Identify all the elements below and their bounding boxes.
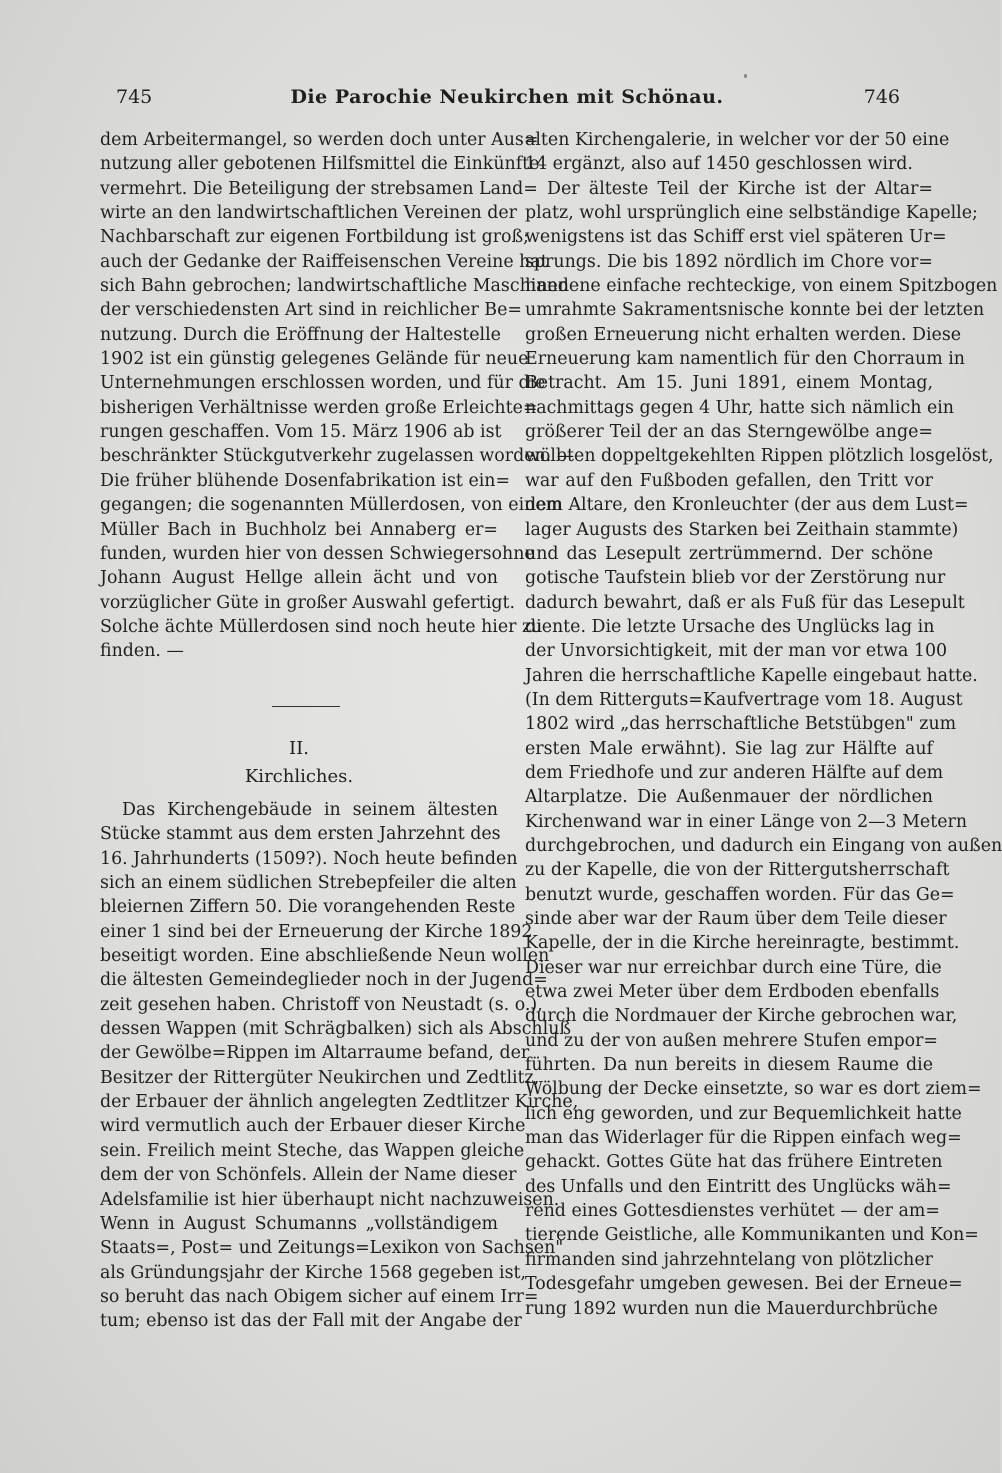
text-line: Todesgefahr umgeben gewesen. Bei der Erneue= xyxy=(525,1274,963,1295)
text-line: gegangen; die sogenannten Müllerdosen, von einem xyxy=(100,495,563,516)
text-line: Jahren die herrschaftliche Kapelle eingebaut hatte. xyxy=(525,665,978,686)
text-line: auch der Gedanke der Raiffeisenschen Vereine hat xyxy=(100,251,548,272)
text-line: dessen Wappen (mit Schrägbalken) sich als Abschluß xyxy=(100,1019,572,1040)
text-line: lich eng geworden, und zur Bequemlichkeit hatte xyxy=(525,1103,962,1124)
text-line: durch die Nordmauer der Kirche gebrochen war, xyxy=(525,1006,958,1027)
text-line: führten. Da nun bereits in diesem Raume die xyxy=(525,1055,933,1076)
text-line: zeit gesehen haben. Christoff von Neustadt (s. o.), xyxy=(100,994,543,1015)
text-line: man das Widerlager für die Rippen einfach weg= xyxy=(525,1128,962,1149)
text-line: 1902 ist ein günstig gelegenes Gelände für neue xyxy=(100,349,529,370)
text-line: tum; ebenso ist das der Fall mit der Angabe der xyxy=(100,1311,522,1332)
text-line: und das Lesepult zertrümmernd. Der schöne xyxy=(525,543,933,564)
text-line: dem Arbeitermangel, so werden doch unter Aus= xyxy=(100,130,539,150)
text-line: Der älteste Teil der Kirche ist der Altar= xyxy=(547,178,933,199)
text-line: tierende Geistliche, alle Kommunikanten und Kon= xyxy=(525,1225,979,1246)
text-line: funden, wurden hier von dessen Schwiegersohne xyxy=(100,543,535,564)
text-line: zu der Kapelle, die von der Rittergutsherrschaft xyxy=(525,860,950,881)
text-line: Solche ächte Müllerdosen sind noch heute hier zu xyxy=(100,616,543,637)
text-line: handene einfache rechteckige, von einem Spitzbogen xyxy=(525,276,998,297)
section-heading: Kirchliches. xyxy=(244,766,354,787)
text-line: sein. Freilich meint Steche, das Wappen gleiche xyxy=(100,1140,525,1161)
text-line: beschränkter Stückgutverkehr zugelassen worden. — xyxy=(100,446,575,467)
text-line: Das Kirchengebäude in seinem ältesten xyxy=(122,800,498,820)
page-number-right: 746 xyxy=(863,86,900,108)
text-line: beseitigt worden. Eine abschließende Neun wollen xyxy=(100,946,550,967)
text-line: größerer Teil der an das Sterngewölbe ange= xyxy=(525,422,933,443)
section-divider-rule xyxy=(272,706,340,707)
text-line: dem der von Schönfels. Allein der Name dieser xyxy=(100,1165,517,1186)
text-line: 1802 wird „das herrschaftliche Betstübgen" zum xyxy=(525,714,957,735)
text-line: nachmittags gegen 4 Uhr, hatte sich nämlich ein xyxy=(525,397,954,418)
text-line: sich an einem südlichen Strebepfeiler die alten xyxy=(100,873,517,894)
text-line: Die früher blühende Dosenfabrikation ist ein= xyxy=(100,470,511,491)
running-header xyxy=(108,86,906,116)
text-line: war auf den Fußboden gefallen, den Tritt vor xyxy=(525,470,933,491)
text-line: 14 ergänzt, also auf 1450 geschlossen wird. xyxy=(525,154,913,175)
text-line: sinde aber war der Raum über dem Teile dieser xyxy=(525,909,947,929)
text-line: wenigstens ist das Schiff erst viel späteren Ur= xyxy=(525,227,947,248)
text-line: 16. Jahrhunderts (1509?). Noch heute befinden xyxy=(100,848,518,869)
paper-speck xyxy=(744,74,747,78)
text-line: Besitzer der Rittergüter Neukirchen und Zedtlitz, xyxy=(100,1067,540,1088)
text-line: Staats=, Post= und Zeitungs=Lexikon von Sachsen" xyxy=(100,1238,564,1259)
text-line: benutzt wurde, geschaffen worden. Für das Ge= xyxy=(525,884,955,905)
text-line: Unternehmungen erschlossen worden, und für die xyxy=(100,373,546,394)
right-column-text xyxy=(525,128,1002,1321)
text-line: wird vermutlich auch der Erbauer dieser Kirche xyxy=(100,1116,526,1137)
text-line: rend eines Gottesdienstes verhütet — der am= xyxy=(525,1201,940,1222)
text-line: firmanden sind jahrzehntelang von plötzlicher xyxy=(525,1249,933,1270)
text-line: alten Kirchengalerie, in welcher vor der 50 eine xyxy=(525,130,950,150)
left-column-bottom-text xyxy=(100,798,579,1334)
text-line: Kapelle, der in die Kirche hereinragte, bestimmt. xyxy=(525,933,960,954)
text-line: rungen geschaffen. Vom 15. März 1906 ab ist xyxy=(100,422,502,443)
text-line: Betracht. Am 15. Juni 1891, einem Montag, xyxy=(525,373,933,394)
text-line: nutzung. Durch die Eröffnung der Haltestelle xyxy=(100,324,501,345)
text-line: dadurch bewahrt, daß er als Fuß für das Lesepult xyxy=(525,592,965,613)
text-line: Kirchenwand war in einer Länge von 2—3 Metern xyxy=(525,811,968,832)
text-line: einer 1 sind bei der Erneuerung der Kirche 1892 xyxy=(100,921,533,942)
running-title: Die Parochie Neukirchen mit Schönau. xyxy=(290,86,724,108)
text-line: wirte an den landwirtschaftlichen Vereinen der xyxy=(100,203,517,224)
text-line: umrahmte Sakramentsnische konnte bei der letzten xyxy=(525,300,985,321)
text-line: platz, wohl ursprünglich eine selbständige Kapelle; xyxy=(525,203,978,224)
text-line: Wölbung der Decke einsetzte, so war es dort ziem= xyxy=(525,1079,982,1100)
text-line: der verschiedensten Art sind in reichlicher Be= xyxy=(100,300,522,321)
text-line: vorzüglicher Güte in großer Auswahl gefertigt. xyxy=(100,592,516,613)
text-line: gotische Taufstein blieb vor der Zerstörung nur xyxy=(525,568,946,589)
text-line: Wenn in August Schumanns „vollständigem xyxy=(100,1213,498,1234)
text-line: nutzung aller gebotenen Hilfsmittel die Einkünfte xyxy=(100,154,540,175)
page-number-left: 745 xyxy=(116,86,153,108)
text-line: des Unfalls und den Eintritt des Unglücks wäh= xyxy=(525,1176,952,1197)
text-line: Nachbarschaft zur eigenen Fortbildung ist groß; xyxy=(100,227,529,248)
text-line: als Gründungsjahr der Kirche 1568 gegeben ist, xyxy=(100,1262,527,1283)
text-line: Altarplatze. Die Außenmauer der nördlichen xyxy=(525,787,933,808)
text-line: dem Friedhofe und zur anderen Hälfte auf dem xyxy=(525,762,944,783)
text-line: rung 1892 wurden nun die Mauerdurchbrüche xyxy=(525,1298,938,1319)
text-line: Müller Bach in Buchholz bei Annaberg er= xyxy=(100,519,498,540)
text-line: wölbten doppeltgekehlten Rippen plötzlich losgelöst, xyxy=(525,446,994,467)
text-line: die ältesten Gemeindeglieder noch in der Jugend= xyxy=(100,970,548,991)
text-line: großen Erneuerung nicht erhalten werden. Diese xyxy=(525,324,962,345)
text-line: durchgebrochen, und dadurch ein Eingang von außen xyxy=(525,835,1002,856)
text-line: sprungs. Die bis 1892 nördlich im Chore vor= xyxy=(525,251,933,272)
text-line: ersten Male erwähnt). Sie lag zur Hälfte auf xyxy=(525,738,933,759)
section-number: II. xyxy=(289,738,309,759)
text-line: bleiernen Ziffern 50. Die vorangehenden Reste xyxy=(100,897,516,918)
left-column-top-text xyxy=(100,128,575,664)
text-line: sich Bahn gebrochen; landwirtschaftliche Maschinen xyxy=(100,276,570,297)
text-line: vermehrt. Die Beteiligung der strebsamen Land= xyxy=(100,178,538,199)
text-line: Adelsfamilie ist hier überhaupt nicht nachzuweisen. xyxy=(100,1189,560,1210)
text-line: und zu der von außen mehrere Stufen empor= xyxy=(525,1030,938,1051)
text-line: Stücke stammt aus dem ersten Jahrzehnt des xyxy=(100,824,501,845)
text-line: der Unvorsichtigkeit, mit der man vor etwa 100 xyxy=(525,641,948,662)
text-line: der Gewölbe=Rippen im Altarraume befand, der xyxy=(100,1043,530,1064)
text-line: dem Altare, den Kronleuchter (der aus dem Lust= xyxy=(525,495,969,516)
text-line: (In dem Ritterguts=Kaufvertrage vom 18. August xyxy=(525,689,963,710)
text-line: bisherigen Verhältnisse werden große Erleichte= xyxy=(100,397,538,418)
text-line: lager Augusts des Starken bei Zeithain stammte) xyxy=(525,519,959,540)
text-line: etwa zwei Meter über dem Erdboden ebenfalls xyxy=(525,982,940,1003)
text-line: so beruht das nach Obigem sicher auf einem Irr= xyxy=(100,1286,539,1307)
text-line: der Erbauer der ähnlich angelegten Zedtlitzer Kirche, xyxy=(100,1092,579,1113)
text-line: Dieser war nur erreichbar durch eine Türe, die xyxy=(525,957,942,978)
text-line: gehackt. Gottes Güte hat das frühere Eintreten xyxy=(525,1152,943,1173)
text-line: diente. Die letzte Ursache des Unglücks lag in xyxy=(525,616,935,637)
text-line: Erneuerung kam namentlich für den Chorraum in xyxy=(525,349,966,370)
text-line: finden. — xyxy=(100,641,184,662)
text-line: Johann August Hellge allein ächt und von xyxy=(100,568,498,589)
